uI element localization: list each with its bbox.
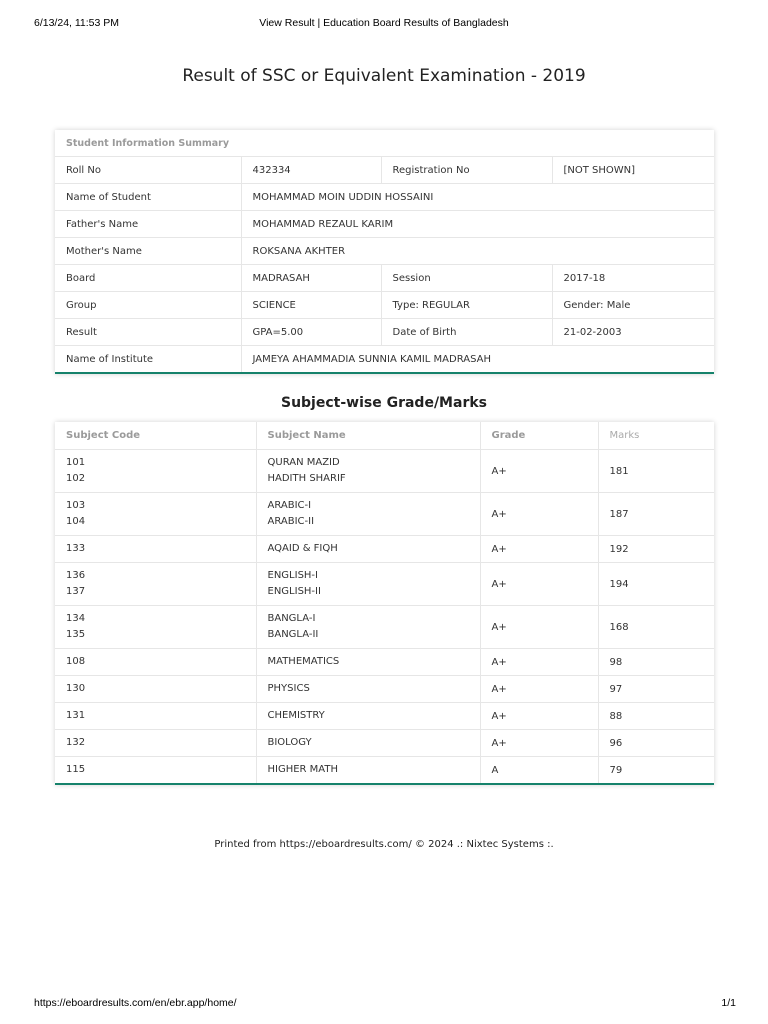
subjects-body [55, 450, 714, 784]
subject-marks: 168 [598, 606, 714, 649]
subject-code-line: 130 [66, 683, 86, 694]
subject-code-line: 108 [66, 656, 86, 667]
dob-label: Date of Birth [381, 319, 552, 346]
subject-grade: A+ [480, 450, 598, 493]
subject-grade: A+ [480, 730, 598, 757]
student-name-value: MOHAMMAD MOIN UDDIN HOSSAINI [241, 184, 714, 211]
subject-code-line: 134 [66, 613, 86, 624]
subject-code [55, 730, 256, 757]
subject-name [256, 757, 480, 784]
subject-code [55, 450, 256, 493]
registration-label: Registration No [381, 157, 552, 184]
subject-code-line: 101 [66, 457, 86, 468]
session-value: 2017-18 [552, 265, 714, 292]
group-value: SCIENCE [241, 292, 381, 319]
subject-name-line: ENGLISH-II [267, 586, 321, 597]
info-row-group [55, 292, 714, 319]
subject-name [256, 730, 480, 757]
subject-marks: 98 [598, 649, 714, 676]
student-name-label: Name of Student [55, 184, 241, 211]
subject-code-line: 137 [66, 586, 86, 597]
subject-name [256, 493, 480, 536]
result-label: Result [55, 319, 241, 346]
registration-value: [NOT SHOWN] [552, 157, 714, 184]
father-name-value: MOHAMMAD REZAUL KARIM [241, 211, 714, 238]
print-url: https://eboardresults.com/en/ebr.app/home/ [34, 997, 237, 1009]
session-label: Session [381, 265, 552, 292]
subject-code-header: Subject Code [55, 422, 256, 450]
subject-name-line: HADITH SHARIF [267, 473, 346, 484]
subject-grade: A+ [480, 606, 598, 649]
subject-code-line: 115 [66, 764, 86, 775]
subject-name-line: AQAID & FIQH [267, 543, 338, 554]
subject-name [256, 606, 480, 649]
printed-from-note: Printed from https://eboardresults.com/ © 2024 .: Nixtec Systems :. [214, 839, 554, 850]
subject-code-line: 132 [66, 737, 86, 748]
subject-code-line: 135 [66, 629, 86, 640]
info-row-institute [55, 346, 714, 373]
subject-name [256, 536, 480, 563]
subject-name-line: ARABIC-I [267, 500, 312, 511]
info-row-mother [55, 238, 714, 265]
subject-code [55, 649, 256, 676]
gender-value: Gender: Male [552, 292, 714, 319]
subjects-table [55, 422, 714, 783]
subject-name [256, 703, 480, 730]
subject-code-line: 133 [66, 543, 86, 554]
subject-marks: 181 [598, 450, 714, 493]
subject-name-line: PHYSICS [267, 683, 310, 694]
subject-code-line: 131 [66, 710, 86, 721]
subjects-title: Subject-wise Grade/Marks [280, 395, 487, 411]
info-row-name [55, 184, 714, 211]
grade-header: Grade [480, 422, 598, 450]
subject-grade: A+ [480, 676, 598, 703]
subject-row [55, 757, 714, 784]
marks-header: Marks [598, 422, 714, 450]
subject-name-line: BANGLA-I [267, 613, 316, 624]
page-title: Result of SSC or Equivalent Examination - 2019 [182, 66, 586, 86]
board-value: MADRASAH [241, 265, 381, 292]
subject-name [256, 676, 480, 703]
subject-code-line: 102 [66, 473, 86, 484]
subject-code [55, 606, 256, 649]
subject-row [55, 676, 714, 703]
subject-name-line: BIOLOGY [267, 737, 312, 748]
print-header [0, 17, 768, 31]
subject-row [55, 703, 714, 730]
print-page-title: View Result | Education Board Results of Bangladesh [259, 17, 509, 29]
subject-code [55, 536, 256, 563]
subject-marks: 187 [598, 493, 714, 536]
subject-name [256, 563, 480, 606]
subject-code [55, 676, 256, 703]
mother-name-label: Mother's Name [55, 238, 241, 265]
subject-grade: A+ [480, 649, 598, 676]
subject-name [256, 450, 480, 493]
institute-value: JAMEYA AHAMMADIA SUNNIA KAMIL MADRASAH [241, 346, 714, 373]
info-row-roll [55, 157, 714, 184]
subject-name-line: MATHEMATICS [267, 656, 340, 667]
info-row-board [55, 265, 714, 292]
institute-label: Name of Institute [55, 346, 241, 373]
print-page-count: 1/1 [721, 997, 736, 1009]
subject-code-line: 103 [66, 500, 86, 511]
subject-row [55, 606, 714, 649]
subject-marks: 79 [598, 757, 714, 784]
info-row-father [55, 211, 714, 238]
subject-name-header: Subject Name [256, 422, 480, 450]
result-value: GPA=5.00 [241, 319, 381, 346]
mother-name-value: ROKSANA AKHTER [241, 238, 714, 265]
type-value: Type: REGULAR [381, 292, 552, 319]
roll-label: Roll No [55, 157, 241, 184]
student-info-heading-row [55, 130, 714, 157]
subject-marks: 88 [598, 703, 714, 730]
subject-code-line: 136 [66, 570, 86, 581]
father-name-label: Father's Name [55, 211, 241, 238]
subject-name-line: QURAN MAZID [267, 457, 340, 468]
subject-grade: A+ [480, 536, 598, 563]
subject-row [55, 450, 714, 493]
print-datetime: 6/13/24, 11:53 PM [34, 17, 120, 29]
subject-code [55, 563, 256, 606]
subject-grade: A+ [480, 493, 598, 536]
subject-row [55, 649, 714, 676]
subject-row [55, 493, 714, 536]
subject-marks: 192 [598, 536, 714, 563]
student-info-card [55, 130, 714, 374]
subject-marks: 194 [598, 563, 714, 606]
subject-code-line: 104 [66, 516, 86, 527]
subject-row [55, 730, 714, 757]
subjects-header-row [55, 422, 714, 450]
subject-name-line: BANGLA-II [267, 629, 319, 640]
subjects-card [55, 422, 714, 785]
subject-marks: 97 [598, 676, 714, 703]
subject-name-line: HIGHER MATH [267, 764, 339, 775]
subject-grade: A+ [480, 703, 598, 730]
group-label: Group [55, 292, 241, 319]
info-row-result [55, 319, 714, 346]
print-footer [0, 997, 768, 1011]
subject-code [55, 493, 256, 536]
roll-value: 432334 [241, 157, 381, 184]
subject-name-line: CHEMISTRY [267, 710, 325, 721]
subject-name-line: ENGLISH-I [267, 570, 318, 581]
dob-value: 21-02-2003 [552, 319, 714, 346]
subject-code [55, 703, 256, 730]
subject-name [256, 649, 480, 676]
subject-row [55, 563, 714, 606]
subject-row [55, 536, 714, 563]
student-info-heading: Student Information Summary [55, 130, 714, 157]
board-label: Board [55, 265, 241, 292]
subject-code [55, 757, 256, 784]
subject-name-line: ARABIC-II [267, 516, 315, 527]
subject-marks: 96 [598, 730, 714, 757]
subject-grade: A [480, 757, 598, 784]
student-info-table [55, 130, 714, 372]
subject-grade: A+ [480, 563, 598, 606]
